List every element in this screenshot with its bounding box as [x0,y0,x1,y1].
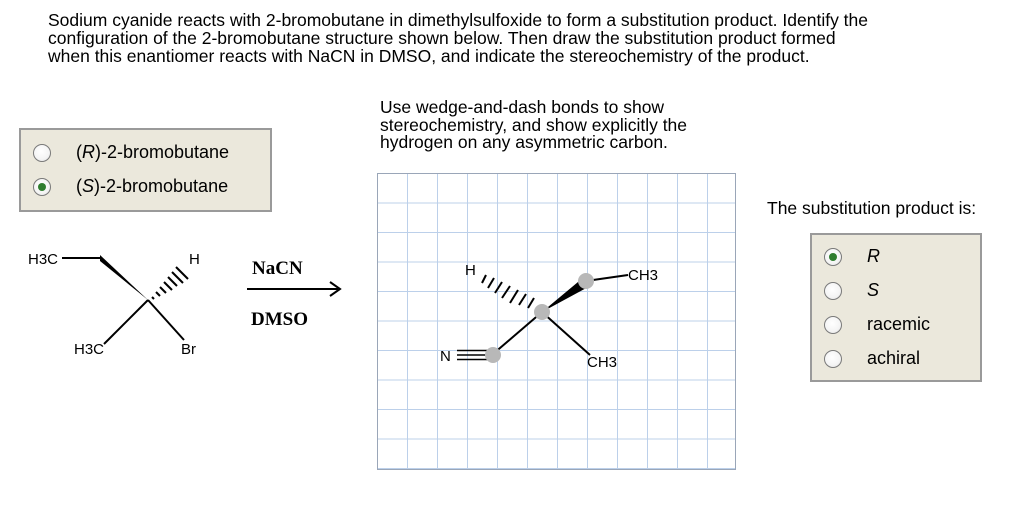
instructions-line-1: Use wedge-and-dash bonds to show [380,97,665,117]
drawn-structure[interactable] [378,174,737,471]
bond-to-nitrile[interactable] [493,312,542,354]
option-label: S [867,280,880,300]
atom-ch2[interactable] [578,273,594,289]
selected-dot [829,253,837,261]
radio-button-selected[interactable] [824,248,842,266]
atom-nitrile-carbon[interactable] [485,347,501,363]
br-label: Br [181,341,196,358]
option-label: racemic [867,314,931,334]
bond-lower-methyl [104,300,148,344]
ch3-top-label[interactable]: CH3 [628,267,659,284]
atom-stereocenter[interactable] [534,304,550,320]
h-label: H [189,251,200,268]
product-question-label: The substitution product is: [767,198,977,218]
wedge-bond [100,255,148,300]
product-radio-group [810,233,982,382]
option-label: achiral [867,348,921,368]
drawing-instructions [380,99,780,152]
ch3-bottom-label[interactable]: CH3 [587,354,618,371]
hashed-bond-to-h[interactable] [482,275,534,308]
product-option-achiral[interactable] [824,348,920,369]
option-label: R [867,246,880,266]
h-atom-label[interactable]: H [465,262,476,279]
option-label: (S)-2-bromobutane [76,176,229,196]
radio-button[interactable] [824,350,842,368]
dash-bond [152,267,188,299]
instructions-line-3: hydrogen on any asymmetric carbon. [380,132,668,152]
product-option-r[interactable] [824,246,880,267]
question-line-2: configuration of the 2-bromobutane structure shown below. Then draw the substitution product formed [48,28,836,48]
bond-bromine [148,300,184,340]
reagent-dmso: DMSO [251,309,308,330]
question-line-1: Sodium cyanide reacts with 2-bromobutane in dimethylsulfoxide to form a substitution product. Identify the [48,10,869,30]
radio-button[interactable] [824,282,842,300]
h3c-top-label: H3C [28,251,59,268]
product-option-racemic[interactable] [824,314,930,335]
reagent-nacn: NaCN [252,258,303,279]
instructions-line-2: stereochemistry, and show explicitly the [380,114,688,135]
question-line-3: when this enantiomer reacts with NaCN in DMSO, and indicate the stereochemistry of the product. [48,46,810,66]
option-label: (R)-2-bromobutane [76,142,230,162]
h3c-bottom-label: H3C [74,341,105,358]
bond-to-ch3-bottom[interactable] [542,312,590,355]
product-option-s[interactable] [824,280,879,301]
reaction-scheme [0,0,380,400]
n-atom-label[interactable]: N [440,348,451,365]
drawing-canvas[interactable] [377,173,736,470]
radio-button[interactable] [824,316,842,334]
